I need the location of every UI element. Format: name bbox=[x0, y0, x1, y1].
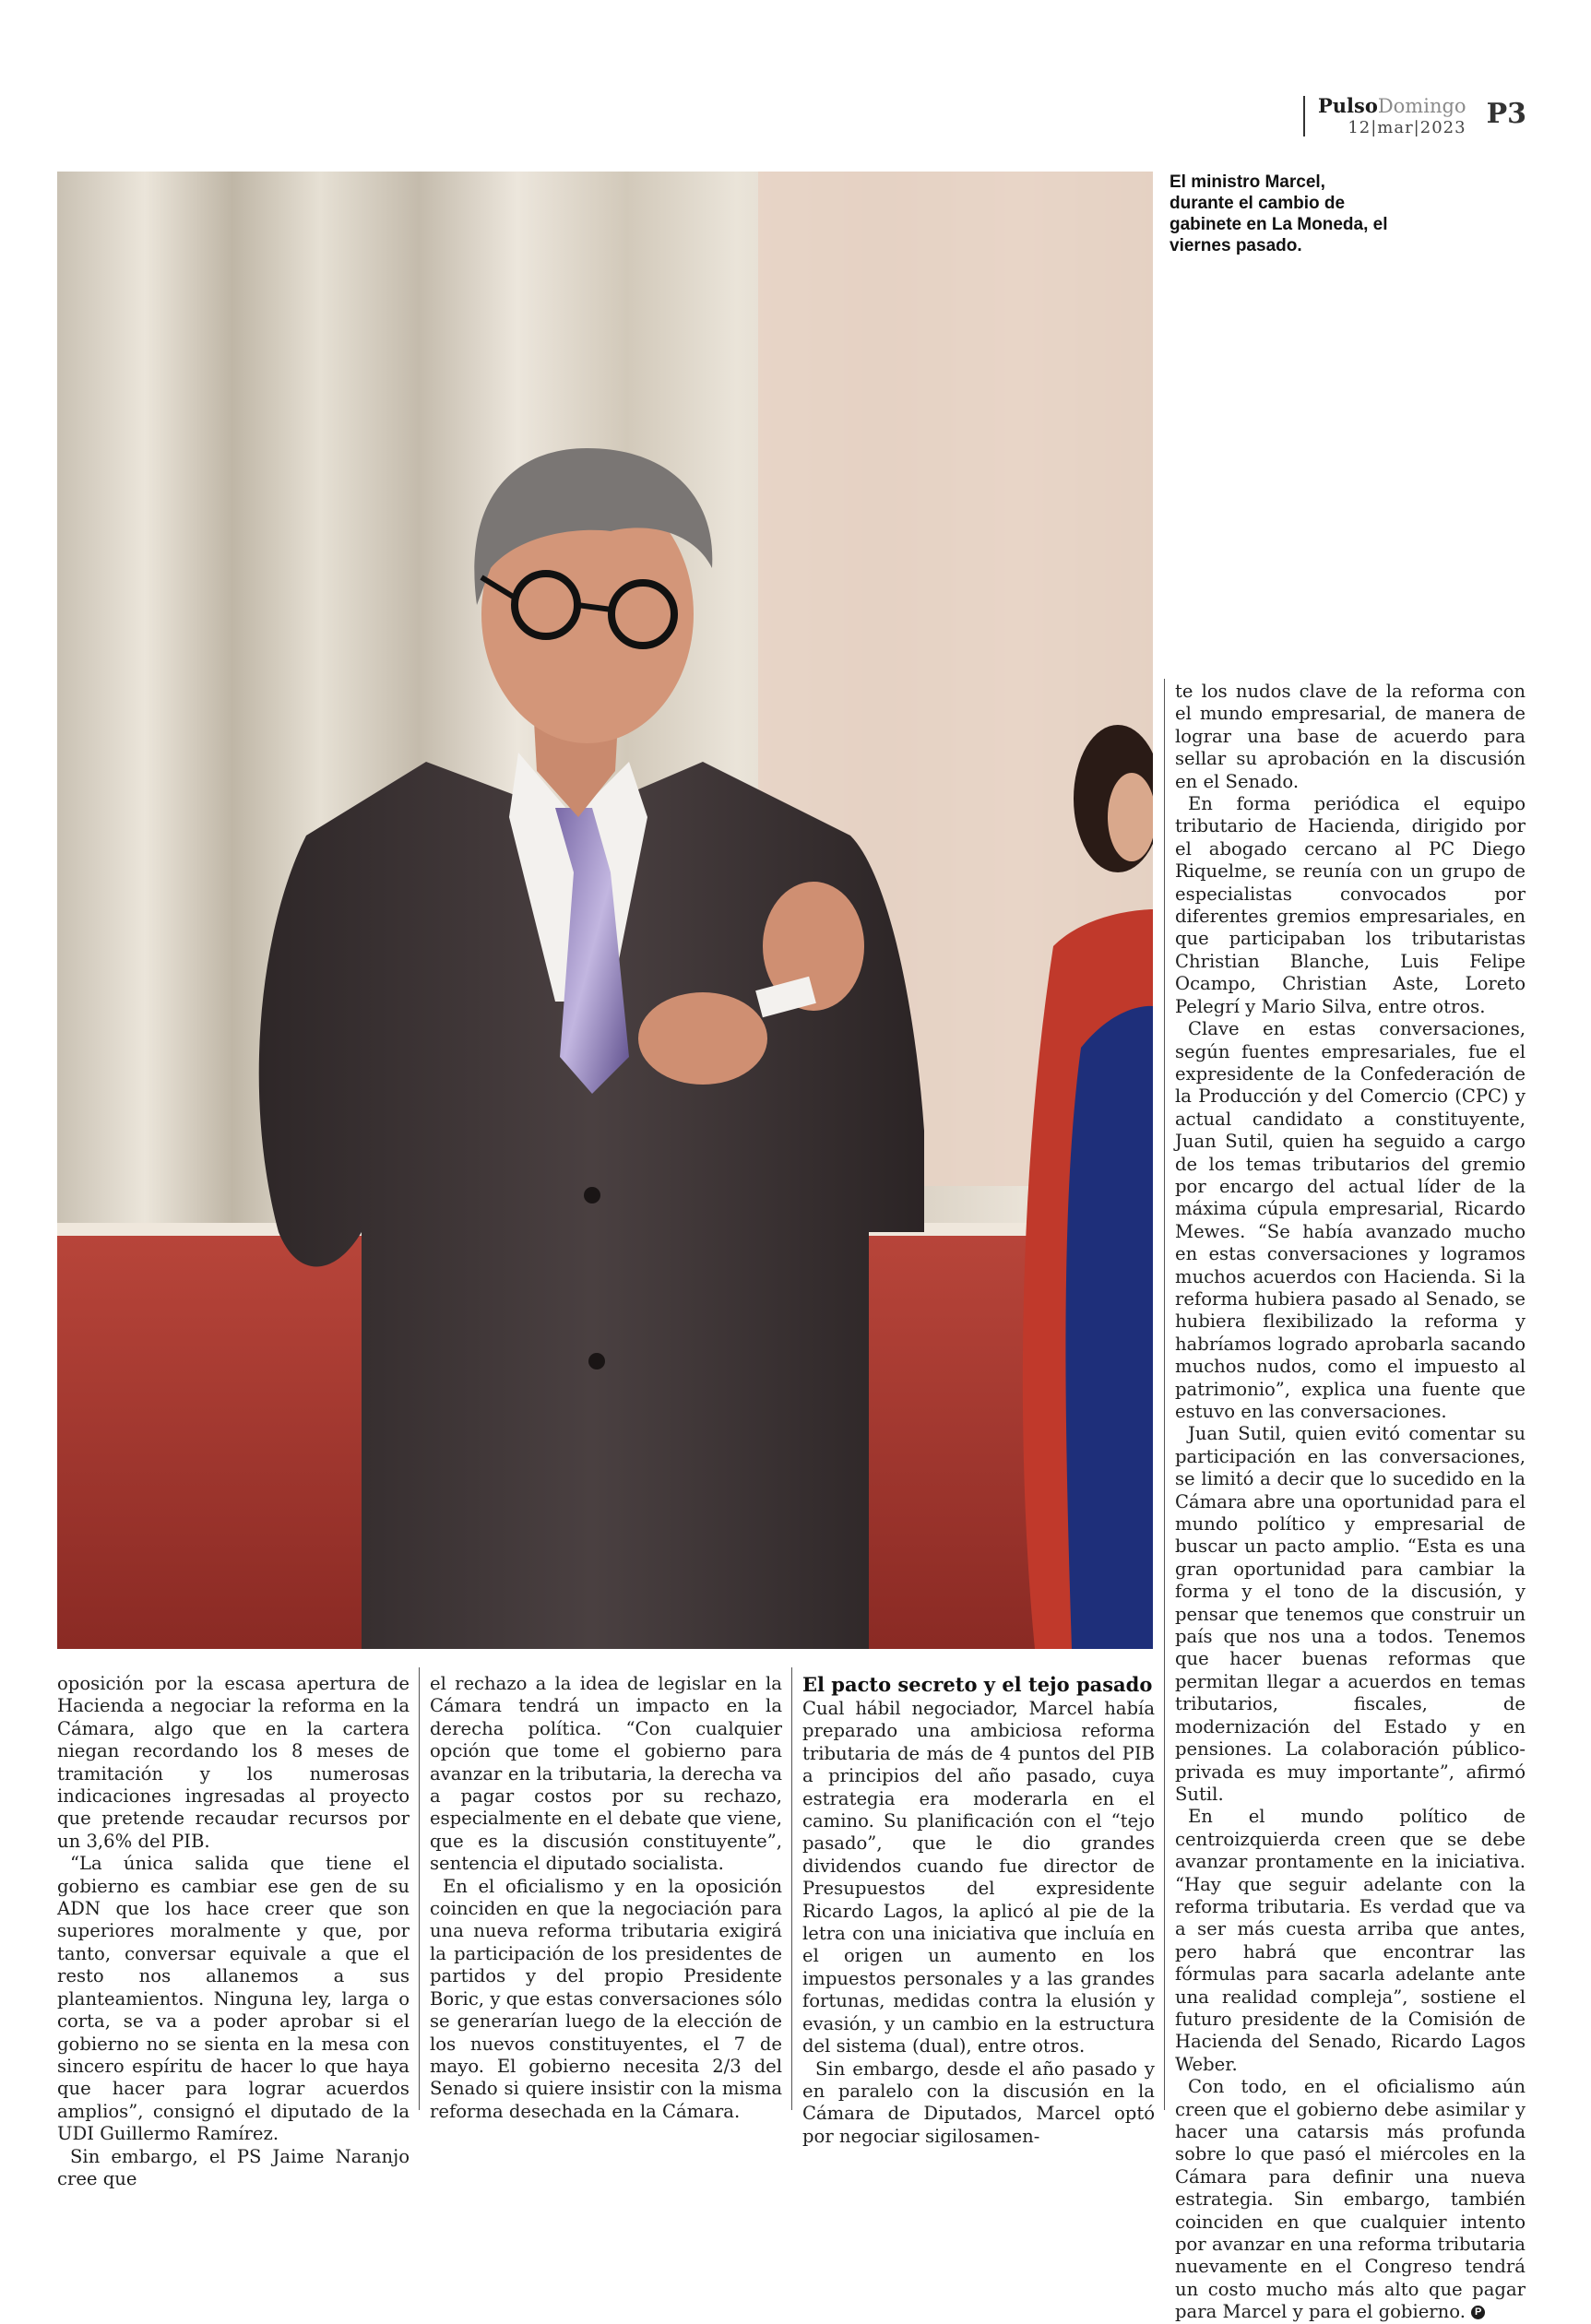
brand-logo bbox=[1318, 96, 1466, 116]
paragraph: el rechazo a la idea de legislar en la Cámara tendrá un impacto en la derecha política. “Con cualquier opción que tome el gobierno para avanzar en la tributaria, la derecha va a pagar costos por su rechazo, especialmente en el debate que viene, que es la discusión constituyente”, sentencia el diputado socialista. bbox=[430, 1673, 782, 1875]
man-left-hand bbox=[638, 992, 767, 1085]
section-heading: El pacto secreto y el tejo pasado bbox=[802, 1673, 1153, 1696]
article-column-2 bbox=[430, 1673, 782, 2123]
paragraph: En el oficialismo y en la oposición coinciden en que la negociación para una nueva reforma tributaria exigirá la participación de los presidentes de partidos y del propio Presidente Boric, y que estas conversaciones sólo se generarían luego de la elección de los nuevos constituyentes, el 7 de mayo. El gobierno necesita 2/3 del Senado si quiere insistir con la misma reforma desechada en la Cámara. bbox=[430, 1875, 782, 2122]
paragraph: Juan Sutil, quien evitó comentar su participación en las conversaciones, se limitó a decir que lo sucedido en la Cámara abre una oportunidad para el mundo político y empresarial de buscar un pacto amplio. “Esta es una gran oportunidad para cambiar la forma y el tono de la discusión, y pensar que tenemos que construir un país que nos una a todos. Tenemos que hacer buenas reformas que permitan llegar a acuerdos en temas tributarios, fiscales, de modernización del Estado y en pensiones. La colaboración público-privada es muy importante”, afirmó Sutil. bbox=[1175, 1423, 1526, 1805]
paragraph: Clave en estas conversaciones, según fuentes empresariales, fue el expresidente de la Confederación de la Producción y del Comercio (CPC) y actual candidato a constituyente, Juan Sutil, quien ha seguido a cargo de los temas tributarios del gremio por encargo del actual líder de la máxima cúpula empresarial, Ricardo Mewes. “Se había avanzado mucho en estas conversaciones y logramos muchos acuerdos con Hacienda. Si la reforma hubiera pasado al Senado, se hubiera flexibilizado la reforma y habríamos logrado aprobarla sacando muchos nudos, como el impuesto al patrimonio”, explica una fuente que estuvo en las conversaciones. bbox=[1175, 1018, 1526, 1422]
paragraph: Cual hábil negociador, Marcel había preparado una ambiciosa reforma tributaria de más de 4 puntos del PIB a principios del año pasado, cuya estrategia era moderarla en el camino. Su planificación con el “tejo pasado”, que le dio grandes dividendos cuando fue director de Presupuestos del expresidente Ricardo Lagos, la aplicó al pie de la letra con una iniciativa que incluía en el origen un aumento en los impuestos personales y a las grandes fortunas, medidas contra la elusión y evasión, y un cambio en la estructura del sistema (dual), entre otros. bbox=[802, 1698, 1155, 2057]
end-mark-icon: P bbox=[1471, 2306, 1485, 2319]
paragraph: Sin embargo, desde el año pasado y en paralelo con la discusión en la Cámara de Diputados, Marcel optó por negociar sigilosamen- bbox=[802, 2057, 1155, 2147]
page-header bbox=[1303, 96, 1526, 140]
paragraph: En forma periódica el equipo tributario de Hacienda, dirigido por el abogado cercano al PC Diego Riquelme, se reunía con un grupo de especialistas convocados por diferentes gremios empresariales, en que participaban los tributaristas Christian Blanche, Luis Felipe Ocampo, Christian Aste, Loreto Pelegrí y Mario Silva, entre otros. bbox=[1175, 793, 1526, 1017]
column-divider bbox=[419, 1667, 420, 2110]
column-divider bbox=[1164, 679, 1165, 2110]
photo-caption: El ministro Marcel, durante el cambio de gabinete en La Moneda, el viernes pasado. bbox=[1170, 172, 1388, 255]
masthead bbox=[1318, 96, 1466, 136]
brand-secondary: Domingo bbox=[1377, 95, 1466, 117]
page-number: P3 bbox=[1486, 98, 1526, 130]
article-column-3 bbox=[802, 1673, 1155, 2148]
photo-illustration bbox=[57, 172, 1153, 1649]
article-column-1 bbox=[57, 1673, 410, 2190]
person-blue-dress bbox=[1065, 1006, 1153, 1649]
brand-primary: Pulso bbox=[1317, 94, 1378, 117]
paragraph: En el mundo político de centroizquierda creen que se debe avanzar prontamente en la iniciativa. “Hay que seguir adelante con la reforma tributaria. Es verdad que va a ser más cuesta arriba que antes, pero habrá que encontrar las fórmulas para sacarla adelante ante una realidad compleja”, sostiene el futuro presidente de la Comisión de Hacienda del Senado, Ricardo Lagos Weber. bbox=[1175, 1806, 1526, 2075]
article-column-4 bbox=[1175, 681, 1526, 2324]
paragraph: te los nudos clave de la reforma con el mundo empresarial, de manera de lograr una base de acuerdo para sellar su aprobación en la discusión en el Senado. bbox=[1175, 681, 1526, 792]
final-paragraph bbox=[1175, 2076, 1526, 2323]
column-divider bbox=[791, 1667, 792, 2110]
paragraph: Sin embargo, el PS Jaime Naranjo cree que bbox=[57, 2145, 410, 2189]
paragraph-text: Con todo, en el oficialismo aún creen que el gobierno debe asimilar y hacer una catarsis más profunda sobre lo que pasó el miércoles en la Cámara para definir una nueva estrategia. Sin embargo, también coinciden en que cualquier intento por avanzar en una reforma tributaria nuevamente en el Congreso tendrá un costo mucho más alto que pagar para Marcel y para el gobierno. bbox=[1175, 2076, 1526, 2323]
issue-date: 12|mar|2023 bbox=[1348, 118, 1466, 137]
article-photo bbox=[57, 172, 1153, 1649]
paragraph: “La única salida que tiene el gobierno es cambiar ese gen de su ADN que los hace creer que son superiores moralmente y que, por tanto, conversar equivale a que el resto nos allanemos a sus planteamientos. Ninguna ley, larga o corta, se va a poder aprobar si el gobierno no se sienta en la mesa con sincero espíritu de hacer lo que haya que hacer para lograr acuerdos amplios”, consignó el diputado de la UDI Guillermo Ramírez. bbox=[57, 1853, 410, 2145]
header-divider bbox=[1303, 96, 1305, 136]
paragraph: oposición por la escasa apertura de Hacienda a negociar la reforma en la Cámara, algo que en la cartera niegan recordando los 8 meses de tramitación y los numerosas indicaciones ingresadas al proyecto que pretende recaudar recursos por un 3,6% del PIB. bbox=[57, 1673, 410, 1852]
